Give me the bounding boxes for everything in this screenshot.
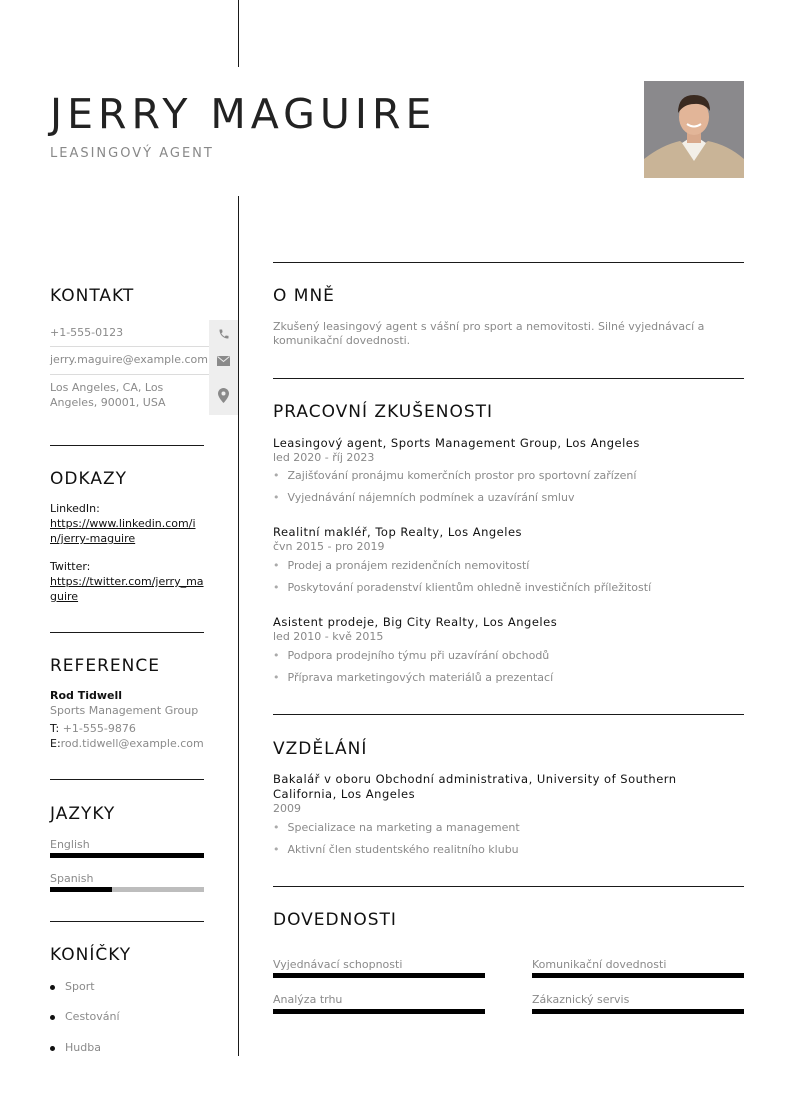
contact-email: jerry.maguire@example.com (50, 353, 208, 366)
degree-title-line: Bakalář v oboru Obchodní administrativa, University of Southern (273, 772, 677, 786)
linkedin-link[interactable]: https://www.linkedin.com/in/jerry-maguire (50, 517, 196, 545)
education-year: 2009 (273, 802, 301, 815)
job-bullet-text: Prodej a pronájem rezidenčních nemovitostí (287, 559, 530, 572)
hobbies-heading: KONÍČKY (50, 945, 132, 965)
job-bullet-text: Vyjednávání nájemních podmínek a uzavírání smluv (287, 491, 575, 504)
skill-name: Analýza trhu (273, 993, 343, 1006)
skill-name: Vyjednávací schopnosti (273, 958, 403, 971)
job-bullet: • Poskytování poradenství klientům ohledně investičních příležitostí (273, 581, 652, 594)
reference-phone-value: +1-555-9876 (62, 722, 136, 735)
job-dates: led 2020 - říj 2023 (273, 451, 375, 464)
reference-phone (50, 722, 136, 735)
language-level-bar (50, 853, 204, 858)
skill-level-bar (273, 973, 485, 978)
job-bullet: • Prodej a pronájem rezidenčních nemovitostí (273, 559, 530, 572)
education-bullet-text: Specializace na marketing a management (287, 821, 520, 834)
section-divider (273, 714, 744, 715)
twitter-label: Twitter: (50, 560, 91, 573)
job-bullet-text: Zajišťování pronájmu komerčních prostor pro sportovní zařízení (287, 469, 637, 482)
hobby-item (50, 1041, 101, 1054)
contact-address: Los Angeles, CA, Los Angeles, 90001, USA (50, 381, 166, 409)
language-name: English (50, 838, 90, 851)
sidebar-divider (50, 632, 204, 633)
profile-photo (644, 81, 744, 178)
sidebar-divider (50, 779, 204, 780)
contact-address-row (50, 375, 238, 415)
job-dates: čvn 2015 - pro 2019 (273, 540, 385, 553)
degree-title-line: California, Los Angeles (273, 787, 416, 801)
reference-email (50, 737, 204, 750)
twitter-link[interactable]: https://twitter.com/jerry_maguire (50, 575, 204, 603)
skill-level-bar (273, 1009, 485, 1014)
phone-icon (209, 320, 238, 347)
education-heading: VZDĚLÁNÍ (273, 739, 368, 759)
hobby-label: Hudba (65, 1041, 101, 1054)
bullet-dot (50, 985, 55, 990)
reference-company: Sports Management Group (50, 704, 199, 717)
job-title: Leasingový agent, Sports Management Group, Los Angeles (273, 436, 640, 450)
contact-email-row (50, 347, 238, 375)
job-title: Realitní makléř, Top Realty, Los Angeles (273, 525, 523, 539)
reference-phone-label: T: (50, 722, 60, 735)
about-heading: O MNĚ (273, 286, 335, 306)
contact-phone-row (50, 320, 238, 347)
contact-phone: +1-555-0123 (50, 326, 124, 339)
about-text-line: Zkušený leasingový agent s vášní pro sport a nemovitosti. Silné vyjednávací a (273, 320, 705, 333)
reference-email-value: rod.tidwell@example.com (60, 737, 204, 750)
education-bullet: • Specializace na marketing a management (273, 821, 520, 834)
skill-name: Zákaznický servis (532, 993, 630, 1006)
section-divider (273, 886, 744, 887)
skill-level-bar (532, 973, 744, 978)
reference-heading: REFERENCE (50, 656, 160, 676)
links-heading: ODKAZY (50, 469, 127, 489)
education-bullet-text: Aktivní člen studentského realitního klubu (287, 843, 519, 856)
hobby-item (50, 1010, 120, 1023)
languages-heading: JAZYKY (50, 804, 116, 824)
job-title: Asistent prodeje, Big City Realty, Los Angeles (273, 615, 558, 629)
job-bullet-text: Podpora prodejního týmu při uzavírání obchodů (287, 649, 550, 662)
hobby-label: Sport (65, 980, 95, 993)
mail-icon (209, 347, 238, 375)
about-text-line: komunikační dovednosti. (273, 334, 411, 347)
job-bullet: • Podpora prodejního týmu při uzavírání obchodů (273, 649, 550, 662)
job-bullet-text: Poskytování poradenství klientům ohledně investičních příležitostí (287, 581, 652, 594)
bullet-dot (50, 1046, 55, 1051)
reference-name: Rod Tidwell (50, 689, 123, 702)
language-level-bar (50, 887, 204, 892)
skill-level-bar (532, 1009, 744, 1014)
hobby-item (50, 980, 95, 993)
top-divider-line (238, 0, 239, 67)
contact-heading: KONTAKT (50, 286, 135, 306)
linkedin-label: LinkedIn: (50, 502, 100, 515)
sidebar-divider (50, 445, 204, 446)
candidate-name: JERRY MAGUIRE (50, 90, 437, 138)
column-divider-line (238, 196, 239, 1056)
skill-name: Komunikační dovednosti (532, 958, 667, 971)
candidate-job-title: LEASINGOVÝ AGENT (50, 146, 214, 161)
section-divider (273, 378, 744, 379)
job-bullet: • Zajišťování pronájmu komerčních prostor pro sportovní zařízení (273, 469, 637, 482)
skills-heading: DOVEDNOSTI (273, 910, 397, 930)
hobby-label: Cestování (65, 1010, 120, 1023)
reference-email-label: E: (50, 737, 61, 750)
language-name: Spanish (50, 872, 94, 885)
job-bullet-text: Příprava marketingových materiálů a prezentací (287, 671, 554, 684)
experience-heading: PRACOVNÍ ZKUŠENOSTI (273, 402, 494, 422)
job-bullet: • Příprava marketingových materiálů a prezentací (273, 671, 554, 684)
language-level-fill (50, 853, 204, 858)
job-bullet: • Vyjednávání nájemních podmínek a uzavírání smluv (273, 491, 575, 504)
sidebar-divider (50, 921, 204, 922)
education-bullet: • Aktivní člen studentského realitního klubu (273, 843, 519, 856)
job-dates: led 2010 - kvě 2015 (273, 630, 384, 643)
bullet-dot (50, 1015, 55, 1020)
section-divider (273, 262, 744, 263)
location-pin-icon (209, 375, 238, 415)
language-level-fill (50, 887, 112, 892)
